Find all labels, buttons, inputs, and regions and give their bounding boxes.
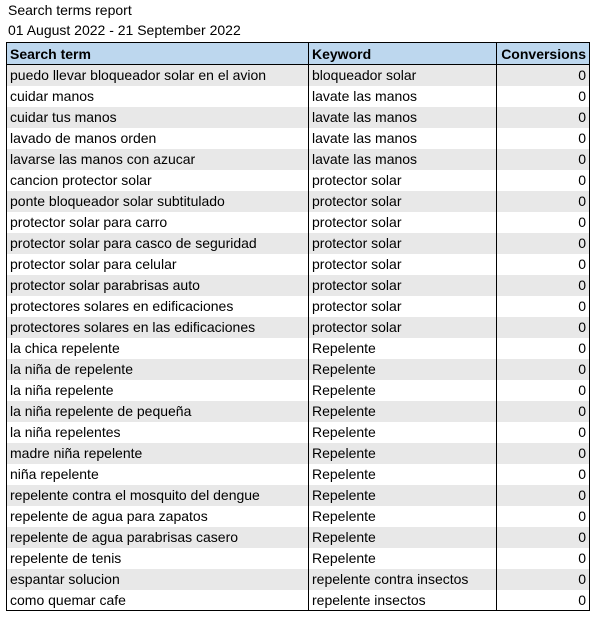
cell-search-term: protector solar para casco de seguridad — [7, 233, 309, 254]
cell-keyword: repelente insectos — [309, 590, 497, 611]
cell-keyword: Repelente — [309, 506, 497, 527]
cell-conversions: 0 — [497, 212, 590, 233]
cell-conversions: 0 — [497, 107, 590, 128]
cell-search-term: la chica repelente — [7, 338, 309, 359]
cell-keyword: lavate las manos — [309, 86, 497, 107]
cell-keyword: lavate las manos — [309, 128, 497, 149]
cell-conversions: 0 — [497, 485, 590, 506]
cell-keyword: Repelente — [309, 359, 497, 380]
cell-conversions: 0 — [497, 65, 590, 86]
cell-keyword: protector solar — [309, 233, 497, 254]
cell-conversions: 0 — [497, 443, 590, 464]
table-row — [7, 107, 590, 128]
cell-keyword: Repelente — [309, 548, 497, 569]
cell-search-term: repelente de tenis — [7, 548, 309, 569]
header-keyword: Keyword — [309, 43, 497, 65]
cell-search-term: cuidar tus manos — [7, 107, 309, 128]
cell-search-term: la niña repelente de pequeña — [7, 401, 309, 422]
table-header-row — [7, 43, 590, 65]
cell-conversions: 0 — [497, 527, 590, 548]
table-row — [7, 506, 590, 527]
table-row — [7, 359, 590, 380]
table-row — [7, 317, 590, 338]
cell-search-term: la niña repelentes — [7, 422, 309, 443]
table-row — [7, 233, 590, 254]
table-row — [7, 548, 590, 569]
cell-search-term: lavarse las manos con azucar — [7, 149, 309, 170]
cell-conversions: 0 — [497, 233, 590, 254]
cell-conversions: 0 — [497, 548, 590, 569]
header-search-term: Search term — [7, 43, 309, 65]
cell-search-term: repelente de agua parabrisas casero — [7, 527, 309, 548]
cell-keyword: bloqueador solar — [309, 65, 497, 86]
cell-search-term: protector solar parabrisas auto — [7, 275, 309, 296]
cell-keyword: protector solar — [309, 275, 497, 296]
cell-conversions: 0 — [497, 149, 590, 170]
table-row — [7, 170, 590, 191]
cell-search-term: espantar solucion — [7, 569, 309, 590]
table-row — [7, 527, 590, 548]
cell-conversions: 0 — [497, 359, 590, 380]
cell-keyword: protector solar — [309, 254, 497, 275]
table-row — [7, 569, 590, 590]
table-row — [7, 191, 590, 212]
cell-conversions: 0 — [497, 590, 590, 611]
cell-conversions: 0 — [497, 506, 590, 527]
cell-conversions: 0 — [497, 170, 590, 191]
table-row — [7, 149, 590, 170]
table-row — [7, 275, 590, 296]
cell-keyword: lavate las manos — [309, 107, 497, 128]
table-row — [7, 464, 590, 485]
cell-search-term: protector solar para celular — [7, 254, 309, 275]
table-row — [7, 86, 590, 107]
cell-conversions: 0 — [497, 317, 590, 338]
table-row — [7, 401, 590, 422]
cell-keyword: Repelente — [309, 485, 497, 506]
cell-search-term: puedo llevar bloqueador solar en el avion — [7, 65, 309, 86]
table-row — [7, 212, 590, 233]
table-row — [7, 380, 590, 401]
cell-conversions: 0 — [497, 128, 590, 149]
cell-conversions: 0 — [497, 422, 590, 443]
cell-conversions: 0 — [497, 401, 590, 422]
cell-keyword: lavate las manos — [309, 149, 497, 170]
cell-search-term: repelente de agua para zapatos — [7, 506, 309, 527]
cell-search-term: como quemar cafe — [7, 590, 309, 611]
cell-conversions: 0 — [497, 296, 590, 317]
cell-keyword: protector solar — [309, 317, 497, 338]
cell-keyword: Repelente — [309, 401, 497, 422]
table-row — [7, 254, 590, 275]
cell-conversions: 0 — [497, 569, 590, 590]
table-row — [7, 128, 590, 149]
table-row — [7, 65, 590, 86]
cell-search-term: protectores solares en las edificaciones — [7, 317, 309, 338]
cell-keyword: repelente contra insectos — [309, 569, 497, 590]
cell-search-term: cuidar manos — [7, 86, 309, 107]
cell-search-term: madre niña repelente — [7, 443, 309, 464]
cell-keyword: protector solar — [309, 296, 497, 317]
search-terms-table — [6, 42, 590, 611]
cell-search-term: ponte bloqueador solar subtitulado — [7, 191, 309, 212]
cell-conversions: 0 — [497, 380, 590, 401]
table-row — [7, 443, 590, 464]
report-title: Search terms report — [8, 2, 132, 18]
cell-keyword: protector solar — [309, 191, 497, 212]
cell-conversions: 0 — [497, 254, 590, 275]
cell-keyword: protector solar — [309, 212, 497, 233]
cell-keyword: Repelente — [309, 338, 497, 359]
cell-conversions: 0 — [497, 464, 590, 485]
cell-keyword: Repelente — [309, 380, 497, 401]
table-row — [7, 485, 590, 506]
report-date-range: 01 August 2022 - 21 September 2022 — [8, 22, 241, 38]
cell-keyword: Repelente — [309, 422, 497, 443]
table-row — [7, 338, 590, 359]
cell-keyword: Repelente — [309, 527, 497, 548]
cell-search-term: protector solar para carro — [7, 212, 309, 233]
cell-keyword: Repelente — [309, 464, 497, 485]
cell-keyword: Repelente — [309, 443, 497, 464]
cell-keyword: protector solar — [309, 170, 497, 191]
header-conversions: Conversions — [497, 43, 590, 65]
cell-conversions: 0 — [497, 275, 590, 296]
cell-search-term: niña repelente — [7, 464, 309, 485]
cell-search-term: lavado de manos orden — [7, 128, 309, 149]
cell-search-term: la niña repelente — [7, 380, 309, 401]
cell-search-term: protectores solares en edificaciones — [7, 296, 309, 317]
cell-search-term: la niña de repelente — [7, 359, 309, 380]
cell-search-term: repelente contra el mosquito del dengue — [7, 485, 309, 506]
cell-search-term: cancion protector solar — [7, 170, 309, 191]
cell-conversions: 0 — [497, 338, 590, 359]
table-body — [7, 65, 590, 611]
cell-conversions: 0 — [497, 191, 590, 212]
cell-conversions: 0 — [497, 86, 590, 107]
table-row — [7, 590, 590, 611]
table-row — [7, 296, 590, 317]
table-row — [7, 422, 590, 443]
